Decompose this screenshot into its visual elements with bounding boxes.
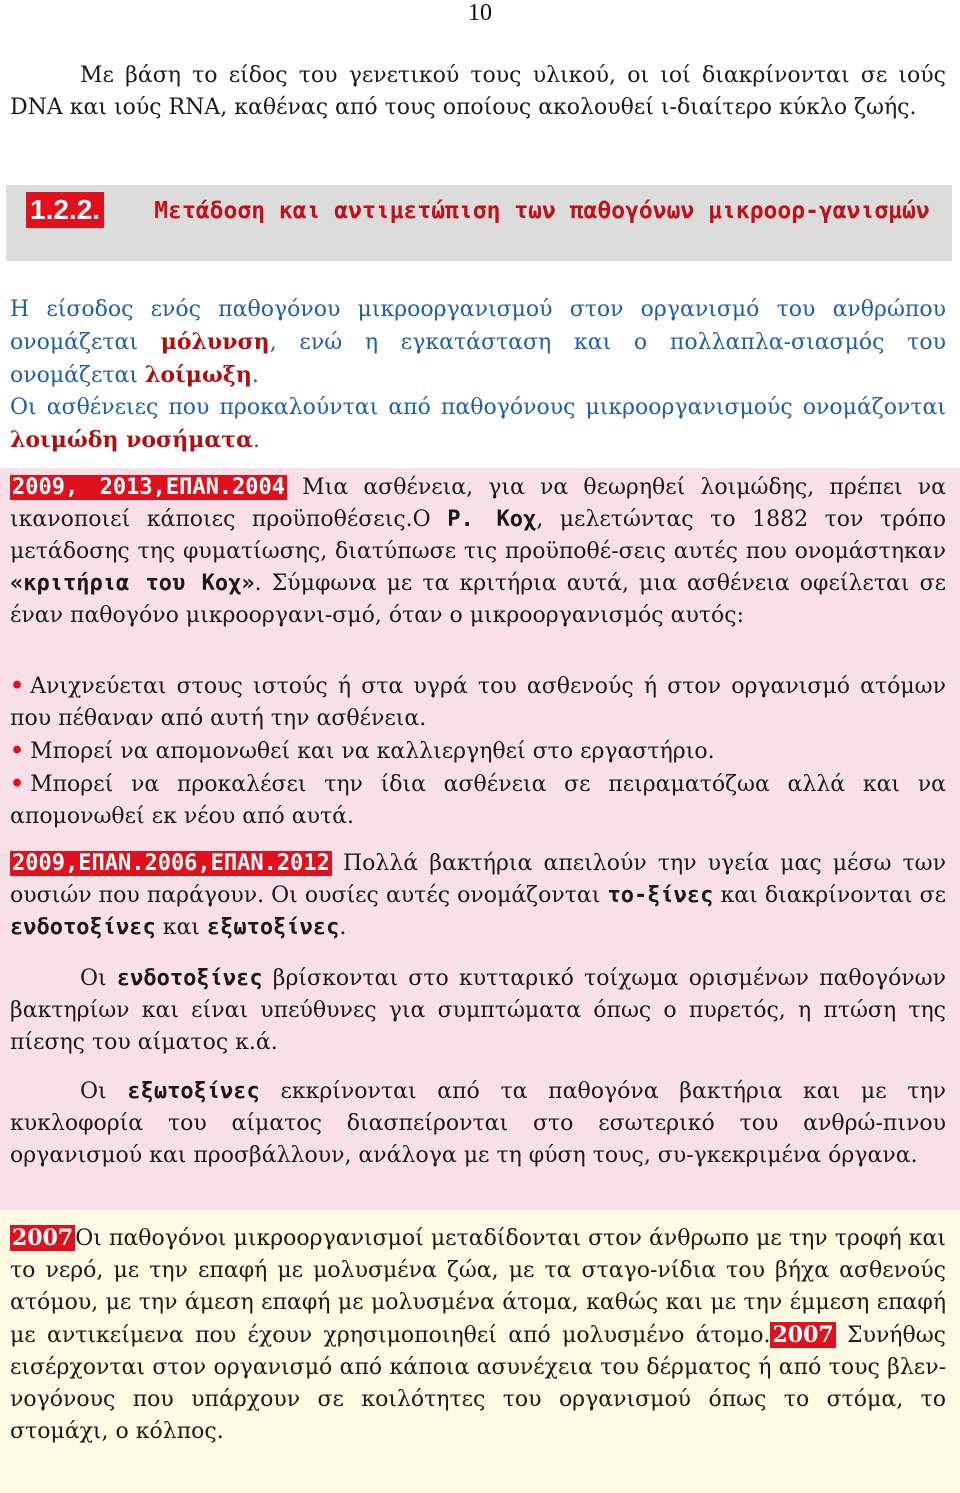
text: βρίσκονται στο κυτταρικό τοίχωμα ορισμένων παθογόνων βακτηρίων και είναι υπεύθυνες για συμπτώματα όπως ο πυρετός, η πτώση της πίεσης του αίματος κ.ά. xyxy=(10,966,946,1055)
text: και xyxy=(155,915,207,940)
text: . Σύμφωνα με τα κριτήρια αυτά, μια ασθένεια οφείλεται σε έναν παθογόνο μικροοργανι-σμό, όταν ο μικροοργανισμός αυτός: xyxy=(10,571,946,628)
exam-year-label: 2007 xyxy=(12,1225,74,1251)
section-number: 1.2.2. xyxy=(26,192,104,228)
text: , μελετώντας το 1882 τον τρόπο μετάδοσης της φυματίωσης, διατύπωσε τις προϋποθέ-σεις αυτές που ονομάστηκαν xyxy=(10,507,947,564)
bullet-icon: • xyxy=(10,673,25,699)
koch-bullet-2 xyxy=(10,735,946,768)
text: , ενώ η εγκατάσταση και ο πολλαπλα-σιασμός του ονομάζεται xyxy=(10,330,946,388)
term-molynsi: μόλυνση xyxy=(160,329,270,355)
endotoxins-paragraph xyxy=(10,963,946,1059)
koch-bullet-1 xyxy=(10,670,946,735)
exam-year-label: 2007 xyxy=(772,1322,834,1348)
text: Μπορεί να απομονωθεί και να καλλιεργηθεί στο εργαστήριο. xyxy=(30,739,715,764)
koch-bullet-3 xyxy=(10,768,946,833)
text: Ανιχνεύεται στους ιστούς ή στα υγρά του ασθενούς ή στον οργανισμό ατόμων που πέθαναν από αυτή την ασθένεια. xyxy=(10,674,946,731)
text: Μια ασθένεια, για να θεωρηθεί λοιμώδης, πρέπει να ικανοποιεί κάποιες προϋποθέσεις.Ο xyxy=(10,475,946,532)
toxins-paragraph xyxy=(10,848,946,944)
text: και διακρίνονται σε xyxy=(713,883,946,908)
text: . xyxy=(339,915,347,940)
bullet-icon: • xyxy=(10,738,25,764)
infectious-diseases-definition xyxy=(10,392,946,457)
section-title: Μετάδοση και αντιμετώπιση των παθογόνων μικροορ-γανισμών xyxy=(154,198,930,224)
term-toxines: το-ξίνες xyxy=(607,883,714,908)
page-number: 10 xyxy=(468,0,492,26)
text: Οι xyxy=(80,966,117,991)
koch-criteria-paragraph xyxy=(10,472,946,632)
term-endotoxines: ενδοτοξίνες xyxy=(10,915,156,940)
intro-paragraph: Με βάση το είδος του γενετικού τους υλικού, οι ιοί διακρίνονται σε ιούς DNA και ιούς RNA, καθένας από τους οποίους ακολουθεί ι-διαίτερο κύκλο ζωής. xyxy=(10,63,946,120)
text: Συνήθως εισέρχονται στον οργανισμό από κάποια ασυνέχεια του δέρματος ή από τους βλεν-νογόνους που υπάρχουν σε κοιλότητες του οργανισμού όπως το στόμα, το στομάχι, ο κόλπος. xyxy=(10,1323,946,1444)
exotoxins-paragraph xyxy=(10,1076,946,1172)
exam-years-label: 2009, 2013,ΕΠΑΝ.2004 xyxy=(12,475,286,500)
term-exotoxines: εξωτοξίνες xyxy=(127,1079,260,1104)
text: . xyxy=(251,363,259,388)
text: Μπορεί να προκαλέσει την ίδια ασθένεια σε πειραματόζωα αλλά και να απομονωθεί εκ νέου από αυτά. xyxy=(10,772,946,829)
term-loimoxi: λοίμωξη xyxy=(145,362,252,388)
term-endotoxines: ενδοτοξίνες xyxy=(116,966,263,991)
term-koch-criteria: «κριτήρια του Κοχ» xyxy=(10,571,255,596)
term-exotoxines: εξωτοξίνες xyxy=(206,915,340,940)
text: Πολλά βακτήρια απειλούν την υγεία μας μέσω των ουσιών που παράγουν. Οι ουσίες αυτές ονομάζονται xyxy=(10,851,946,908)
infection-definition xyxy=(10,294,946,392)
text: Οι xyxy=(80,1079,128,1104)
term-loimodi-nosimata: λοιμώδη νοσήματα xyxy=(10,427,254,453)
text: . xyxy=(253,428,261,453)
bullet-icon: • xyxy=(10,771,25,797)
term-koch: Ρ. Κοχ xyxy=(447,507,537,532)
text: Η είσοδος ενός παθογόνου μικροοργανισμού στον οργανισμό του ανθρώπου ονομάζεται xyxy=(10,297,946,355)
text: Οι παθογόνοι μικροοργανισμοί μεταδίδονται στον άνθρωπο με την τροφή και το νερό, με την επαφή με μολυσμένα ζώα, με τα σταγο-νίδια του βήχα ασθενούς ατόμου, με την άμεση επαφή με μολυσμένα άτομα, καθώς και με την έμμεση επαφή με αντικείμενα που έχουν χρησιμοποιηθεί από μολυσμένο άτομο. xyxy=(10,1226,946,1348)
transmission-paragraph xyxy=(10,1222,946,1448)
text: Οι ασθένειες που προκαλούνται από παθογόνους μικροοργανισμούς ονομάζονται xyxy=(10,395,946,420)
text: εκκρίνονται από τα παθογόνα βακτήρια και με την κυκλοφορία του αίματος διασπείρονται στο εσωτερικό του ανθρώ-πινου οργανισμού και προσβάλλουν, ανάλογα με τη φύση τους, συ-γκεκριμένα όργανα. xyxy=(10,1079,947,1168)
exam-years-label: 2009,ΕΠΑΝ.2006,ΕΠΑΝ.2012 xyxy=(12,851,330,876)
